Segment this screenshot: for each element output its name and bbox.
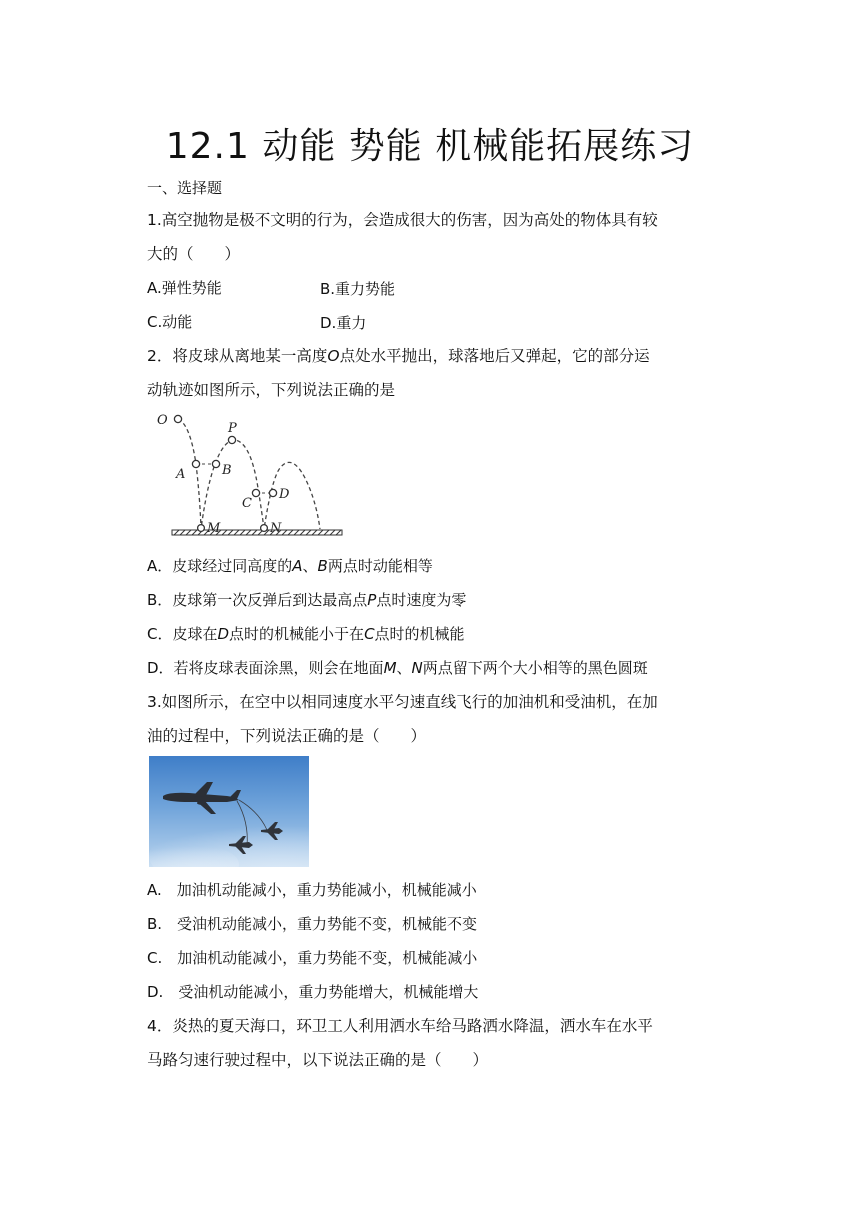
q4-stem-line1: 4．炎热的夏天海口，环卫工人利用洒水车给马路洒水降温，洒水车在水平 <box>147 1017 653 1035</box>
label-o: O <box>157 413 168 428</box>
q2-option-a: A．皮球经过同高度的A、B两点时动能相等 <box>147 557 433 575</box>
label-b: B <box>222 463 232 478</box>
q3-stem-line2: 油的过程中，下列说法正确的是（ ） <box>147 727 427 745</box>
label-p: P <box>228 421 237 436</box>
q2-option-c: C．皮球在D点时的机械能小于在C点时的机械能 <box>147 625 465 643</box>
q4-stem-line2: 马路匀速行驶过程中，以下说法正确的是（ ） <box>147 1051 489 1069</box>
section-heading: 一、选择题 <box>147 179 223 197</box>
q3-option-c: C. 加油机动能减小，重力势能不变，机械能减小 <box>147 949 478 967</box>
q1-option-a: A.弹性势能 <box>147 279 222 297</box>
q3-stem-line1: 3.如图所示，在空中以相同速度水平匀速直线飞行的加油机和受油机，在加 <box>147 693 658 711</box>
q1-option-b: B.重力势能 <box>320 280 396 298</box>
q1-option-d: D.重力 <box>320 314 367 332</box>
q2-option-d: D．若将皮球表面涂黑，则会在地面M、N两点留下两个大小相等的黑色圆斑 <box>147 659 648 677</box>
refueling-aircraft-photo <box>149 756 309 867</box>
q1-stem-line1: 1.高空抛物是极不文明的行为，会造成很大的伤害，因为高处的物体具有较 <box>147 211 658 229</box>
label-n: N <box>270 521 282 536</box>
q3-option-d: D. 受油机动能减小，重力势能增大，机械能增大 <box>147 983 479 1001</box>
page-title: 12.1 动能 势能 机械能拓展练习 <box>165 126 695 167</box>
q1-option-c: C.动能 <box>147 313 193 331</box>
label-m: M <box>207 521 221 536</box>
ball-trajectory-figure <box>150 408 350 540</box>
q2-stem-line2: 动轨迹如图所示，下列说法正确的是 <box>147 381 396 399</box>
q3-option-b: B. 受油机动能减小，重力势能不变，机械能不变 <box>147 915 478 933</box>
label-d: D <box>279 487 290 502</box>
label-c: C <box>242 496 252 511</box>
q3-option-a: A. 加油机动能减小，重力势能减小，机械能减小 <box>147 881 477 899</box>
label-a: A <box>176 467 186 482</box>
q1-stem-line2: 大的（ ） <box>147 245 241 263</box>
q2-option-b: B．皮球第一次反弹后到达最高点P点时速度为零 <box>147 591 467 609</box>
q2-stem-line1: 2．将皮球从离地某一高度O点处水平抛出，球落地后又弹起，它的部分运 <box>147 347 650 365</box>
